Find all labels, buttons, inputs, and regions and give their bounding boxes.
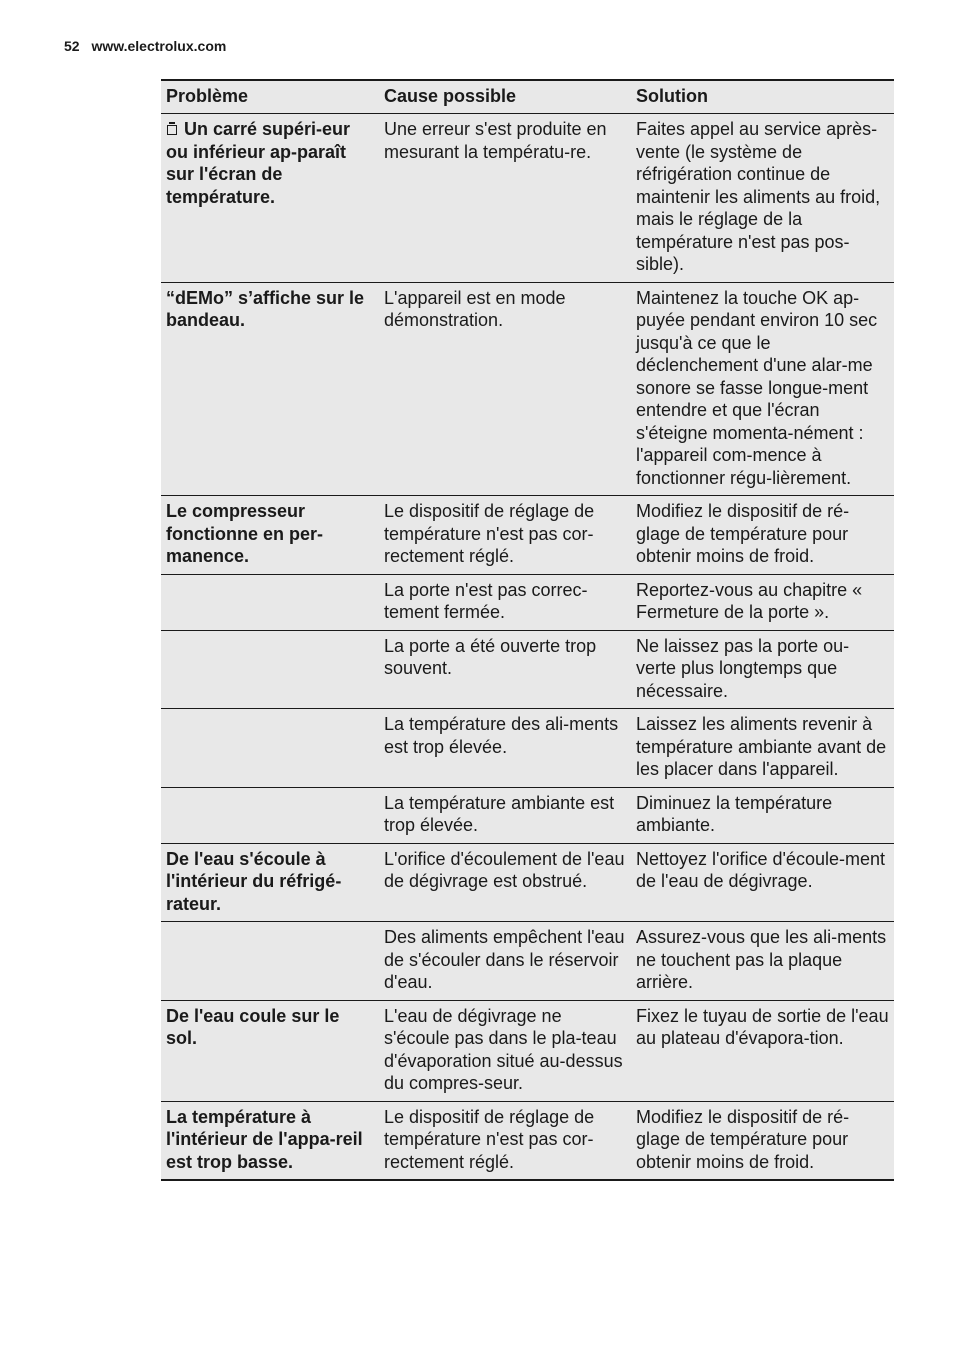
square-indicator-icon: [166, 122, 178, 136]
problem-cell: [161, 787, 379, 843]
solution-cell: Faites appel au service après-vente (le système de réfrigération continue de maintenir les aliments au froid, mais le réglage de la température n'est pas pos-sible).: [631, 114, 894, 283]
table-row: [161, 630, 894, 709]
cause-cell: Le dispositif de réglage de température n'est pas cor-rectement réglé.: [379, 1101, 631, 1180]
problem-text: Un carré supéri-eur ou inférieur ap-paraît sur l'écran de température.: [166, 119, 351, 207]
column-header-cause: Cause possible: [379, 80, 631, 114]
solution-cell: Reportez-vous au chapitre « Fermeture de la porte ».: [631, 574, 894, 630]
table-row: [161, 787, 894, 843]
table-row: [161, 574, 894, 630]
cause-cell: L'appareil est en mode démonstration.: [379, 282, 631, 496]
table-row: [161, 709, 894, 788]
solution-cell: Maintenez la touche OK ap-puyée pendant environ 10 sec jusqu'à ce que le déclenchement d'une alar-me sonore se fasse longue-ment entendre et que l'écran s'éteigne momenta-nément : l'appareil com-mence à fonctionner régu-lièrement.: [631, 282, 894, 496]
problem-cell: La température à l'intérieur de l'appa-reil est trop basse.: [161, 1101, 379, 1180]
problem-cell: De l'eau coule sur le sol.: [161, 1000, 379, 1101]
problem-cell: [161, 114, 379, 283]
cause-cell: L'eau de dégivrage ne s'écoule pas dans le pla-teau d'évaporation situé au-dessus du compres-seur.: [379, 1000, 631, 1101]
website-link[interactable]: www.electrolux.com: [91, 38, 227, 54]
cause-cell: La porte n'est pas correc-tement fermée.: [379, 574, 631, 630]
solution-cell: Modifiez le dispositif de ré-glage de température pour obtenir moins de froid.: [631, 1101, 894, 1180]
troubleshooting-table: [161, 79, 894, 1181]
solution-cell: Modifiez le dispositif de ré-glage de température pour obtenir moins de froid.: [631, 496, 894, 575]
solution-cell: Ne laissez pas la porte ou-verte plus longtemps que nécessaire.: [631, 630, 894, 709]
solution-cell: Nettoyez l'orifice d'écoule-ment de l'eau de dégivrage.: [631, 843, 894, 922]
solution-cell: Laissez les aliments revenir à température ambiante avant de les placer dans l'appareil.: [631, 709, 894, 788]
problem-cell: [161, 630, 379, 709]
solution-cell: Assurez-vous que les ali-ments ne touchent pas la plaque arrière.: [631, 922, 894, 1001]
problem-cell: De l'eau s'écoule à l'intérieur du réfrigé-rateur.: [161, 843, 379, 922]
table-header-row: [161, 80, 894, 114]
problem-cell: [161, 922, 379, 1001]
cause-cell: La température ambiante est trop élevée.: [379, 787, 631, 843]
table-row: [161, 1000, 894, 1101]
column-header-solution: Solution: [631, 80, 894, 114]
page-header: [64, 38, 226, 54]
cause-cell: L'orifice d'écoulement de l'eau de dégivrage est obstrué.: [379, 843, 631, 922]
cause-cell: Le dispositif de réglage de température n'est pas cor-rectement réglé.: [379, 496, 631, 575]
page-number: 52: [64, 38, 80, 54]
problem-cell: “dEMo” s’affiche sur le bandeau.: [161, 282, 379, 496]
solution-cell: Fixez le tuyau de sortie de l'eau au plateau d'évapora-tion.: [631, 1000, 894, 1101]
cause-cell: La température des ali-ments est trop élevée.: [379, 709, 631, 788]
table-row: [161, 496, 894, 575]
table-row: [161, 282, 894, 496]
problem-cell: Le compresseur fonctionne en per-manence.: [161, 496, 379, 575]
problem-cell: [161, 574, 379, 630]
cause-cell: La porte a été ouverte trop souvent.: [379, 630, 631, 709]
table-row: [161, 922, 894, 1001]
column-header-problem: Problème: [161, 80, 379, 114]
table-row: [161, 1101, 894, 1180]
solution-cell: Diminuez la température ambiante.: [631, 787, 894, 843]
table-row: [161, 114, 894, 283]
table-row: [161, 843, 894, 922]
problem-cell: [161, 709, 379, 788]
cause-cell: Des aliments empêchent l'eau de s'écouler dans le réservoir d'eau.: [379, 922, 631, 1001]
cause-cell: Une erreur s'est produite en mesurant la températu-re.: [379, 114, 631, 283]
